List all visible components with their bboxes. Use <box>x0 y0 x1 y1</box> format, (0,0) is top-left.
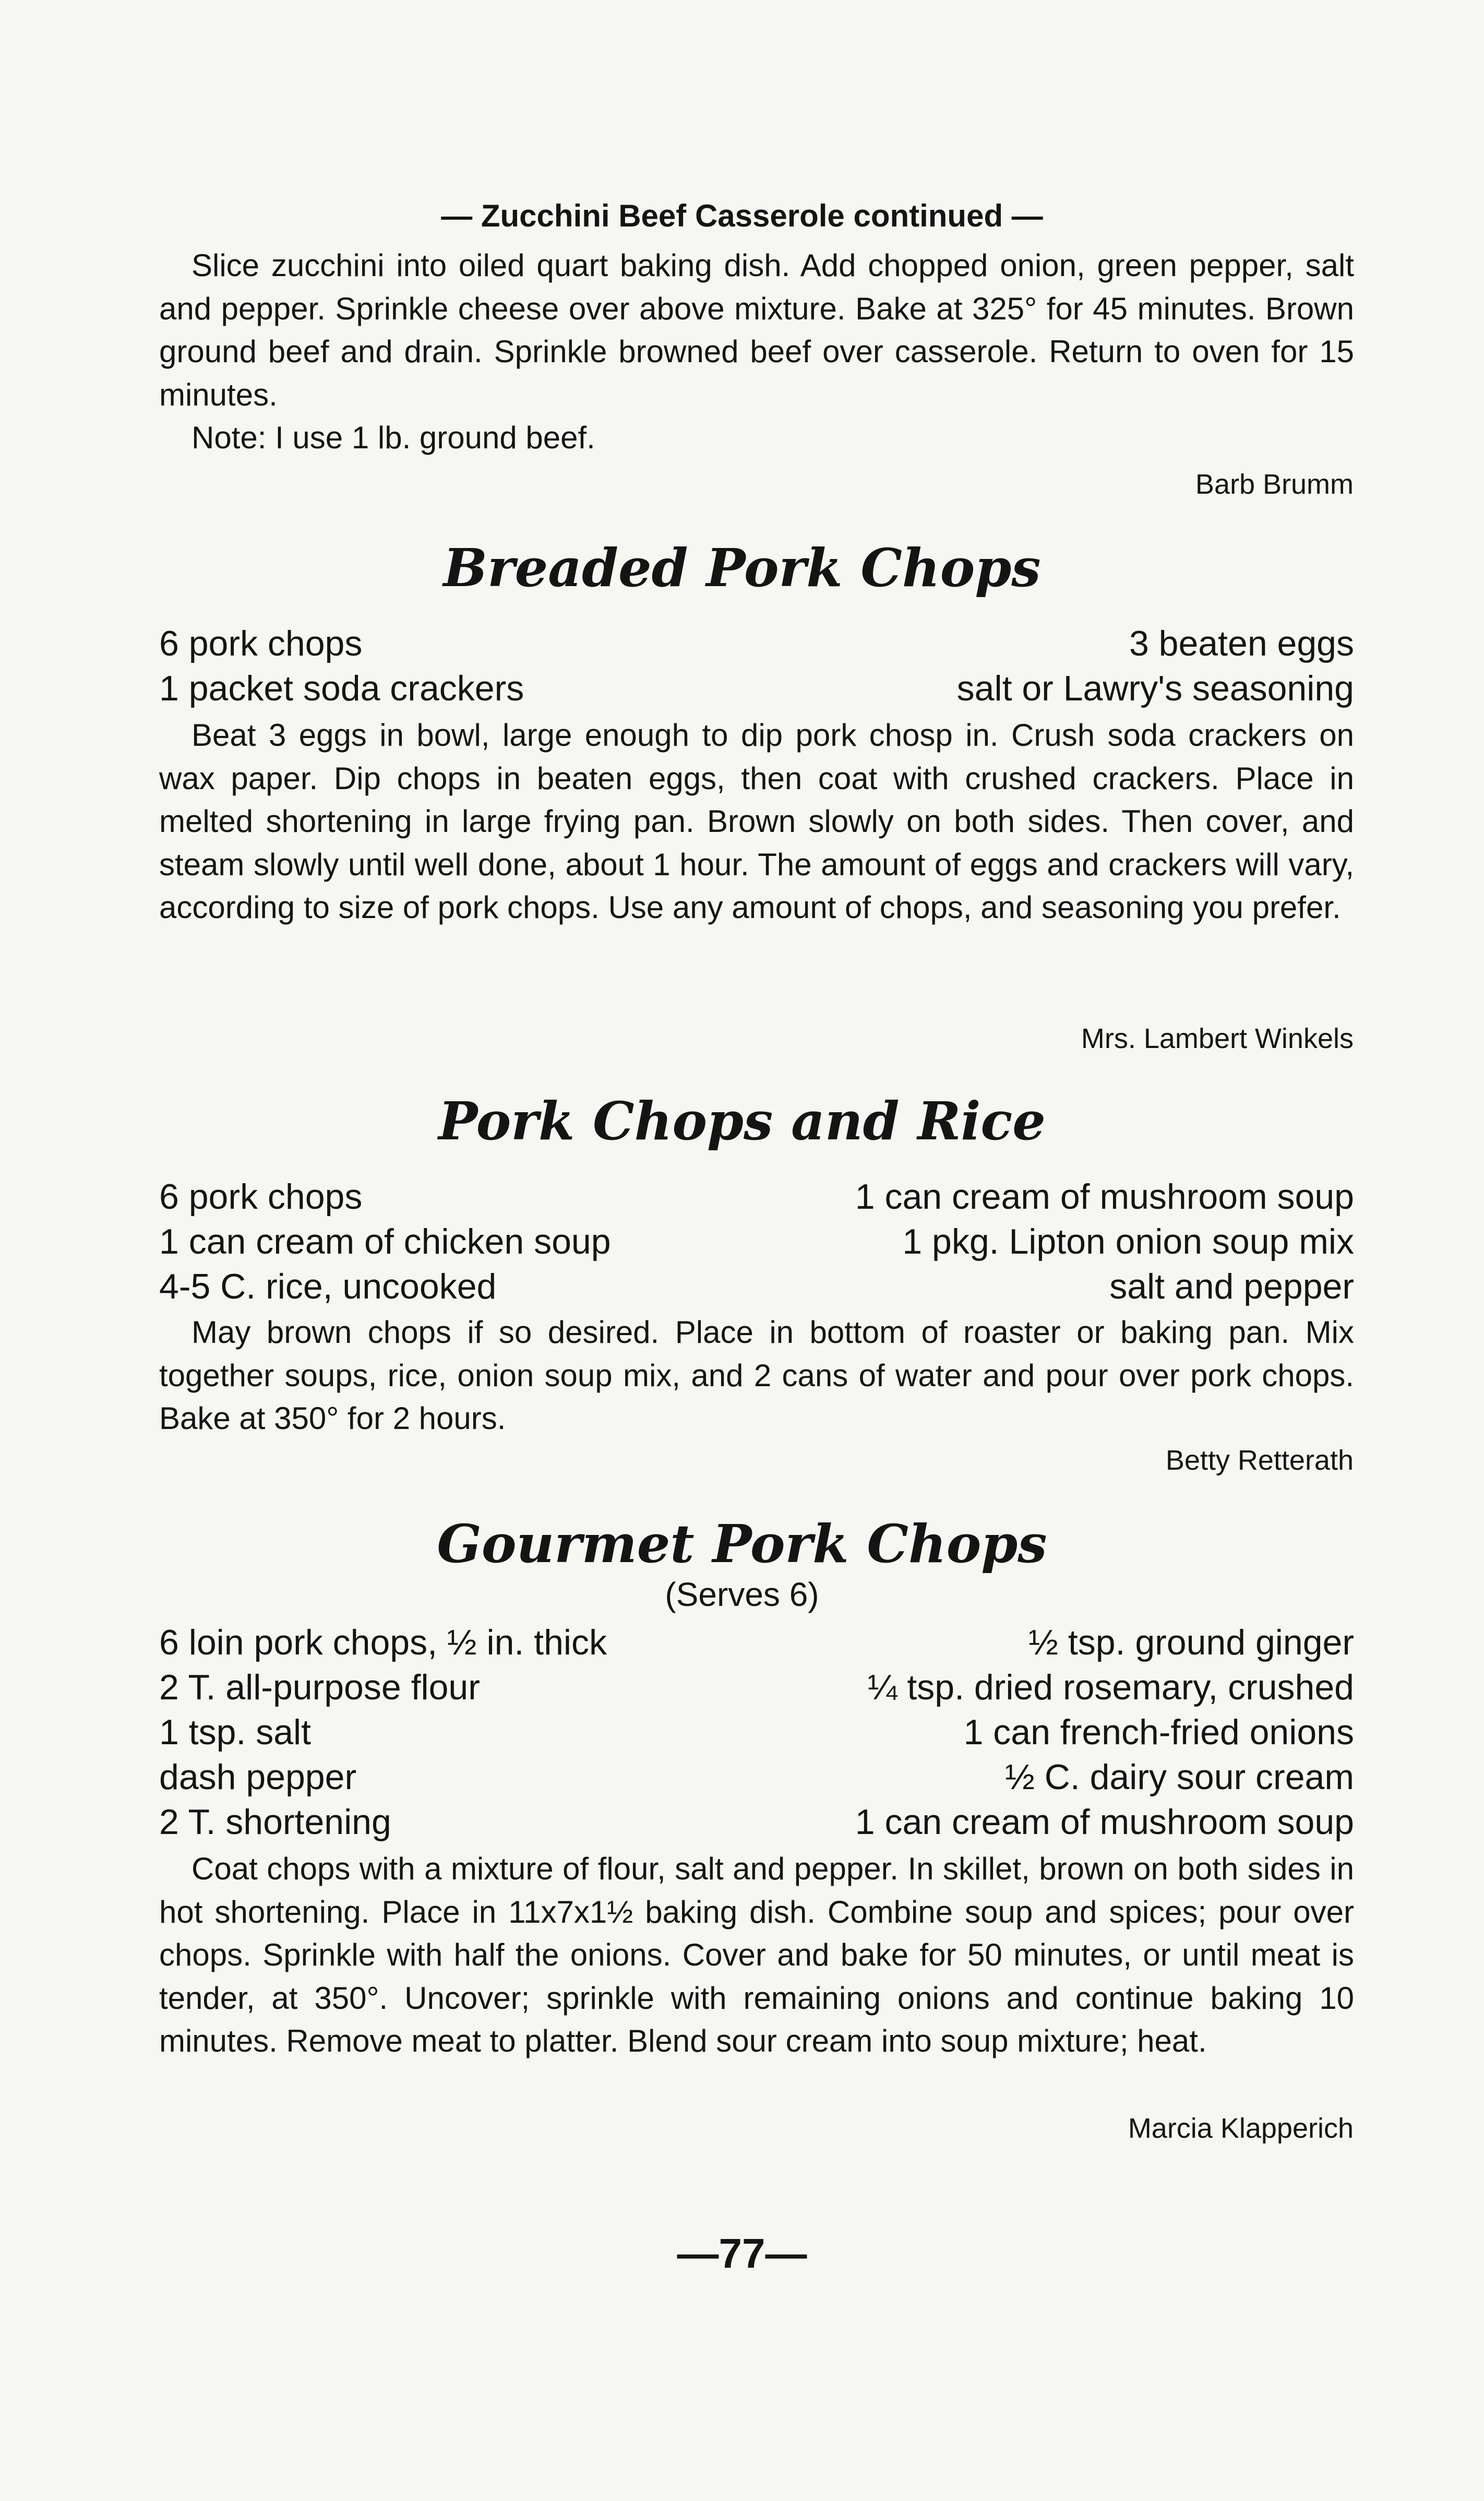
ingredient-left: 6 pork chops <box>159 1177 363 1217</box>
rice-instructions-text: May brown chops if so desired. Place in bottom of roaster or baking pan. Mix together soups, rice, onion soup mix, and 2 cans of water and pour over pork chops. Bake at 350° for 2 hours. <box>159 1315 1354 1436</box>
ingredient-left: 6 loin pork chops, ½ in. thick <box>159 1623 607 1662</box>
recipe-title-gourmet: Gourmet Pork Chops <box>437 1513 1047 1575</box>
ingredient-left: 2 T. shortening <box>159 1802 391 1842</box>
recipe-title-rice: Pork Chops and Rice <box>438 1090 1046 1152</box>
page-number: —77— <box>677 2230 807 2277</box>
ingredient-right: salt and pepper <box>1109 1267 1354 1306</box>
ingredient-row <box>159 1800 1354 1844</box>
ingredient-row <box>159 1755 1354 1800</box>
ingredient-row <box>159 1710 1354 1755</box>
ingredient-right: salt or Lawry's seasoning <box>956 669 1354 708</box>
ingredient-left: dash pepper <box>159 1757 357 1797</box>
zucchini-author: Barb Brumm <box>1195 469 1354 500</box>
zucchini-instructions <box>159 244 1354 416</box>
rice-author: Betty Retterath <box>1165 1445 1354 1476</box>
ingredient-right: 1 can cream of mushroom soup <box>855 1177 1354 1217</box>
zucchini-note <box>159 416 1354 460</box>
gourmet-instructions-text: Coat chops with a mixture of flour, salt and pepper. In skillet, brown on both sides in hot shortening. Place in 11x7x1½ baking dish. Combine soup and spices; pour over chops. Sprinkle with half the onions. Cover and bake for 50 minutes, or until meat is tender, at 350°. Uncover; sprinkle with remaining onions and continue baking 10 minutes. Remove meat to platter. Blend sour cream into soup mixture; heat. <box>159 1851 1354 2058</box>
ingredient-left: 4-5 C. rice, uncooked <box>159 1267 497 1306</box>
breaded-instructions-text: Beat 3 eggs in bowl, large enough to dip pork chosp in. Crush soda crackers on wax paper. Dip chops in beaten eggs, then coat with crushed crackers. Place in melted shortening in large frying pan. Brown slowly on both sides. Then cover, and steam slowly until well done, about 1 hour. The amount of eggs and crackers will vary, according to size of pork chops. Use any amount of chops, and seasoning you prefer. <box>159 718 1354 925</box>
ingredient-left: 1 packet soda crackers <box>159 669 524 708</box>
rice-instructions <box>159 1311 1354 1440</box>
gourmet-instructions <box>159 1848 1354 2063</box>
ingredient-row <box>159 1264 1354 1309</box>
ingredient-right: ½ C. dairy sour cream <box>1005 1757 1354 1797</box>
ingredient-left: 1 can cream of chicken soup <box>159 1222 611 1261</box>
ingredient-row <box>159 1174 1354 1219</box>
ingredient-left: 6 pork chops <box>159 624 363 663</box>
ingredient-right: 1 pkg. Lipton onion soup mix <box>902 1222 1354 1261</box>
recipe-title-breaded: Breaded Pork Chops <box>443 537 1041 599</box>
continued-header: — Zucchini Beef Casserole continued — <box>441 198 1043 233</box>
zucchini-instructions-text: Slice zucchini into oiled quart baking dish. Add chopped onion, green pepper, salt and pepper. Sprinkle cheese over above mixture. Bake at 325° for 45 minutes. Brown ground beef and drain. Sprinkle browned beef over casserole. Return to oven for 15 minutes. <box>159 248 1354 412</box>
ingredient-right: ¼ tsp. dried rosemary, crushed <box>867 1668 1354 1707</box>
gourmet-serves: (Serves 6) <box>665 1576 819 1613</box>
ingredient-left: 2 T. all-purpose flour <box>159 1668 480 1707</box>
ingredient-row <box>159 1620 1354 1665</box>
breaded-instructions <box>159 714 1354 930</box>
ingredient-right: ½ tsp. ground ginger <box>1028 1623 1354 1662</box>
ingredient-right: 1 can french-fried onions <box>963 1712 1354 1752</box>
ingredient-row <box>159 1219 1354 1264</box>
zucchini-note-text: Note: I use 1 lb. ground beef. <box>192 420 595 455</box>
ingredient-row <box>159 621 1354 666</box>
ingredient-right: 1 can cream of mushroom soup <box>855 1802 1354 1842</box>
breaded-author: Mrs. Lambert Winkels <box>1081 1023 1354 1054</box>
ingredient-left: 1 tsp. salt <box>159 1712 312 1752</box>
ingredient-right: 3 beaten eggs <box>1129 624 1354 663</box>
ingredient-row <box>159 666 1354 711</box>
gourmet-author: Marcia Klapperich <box>1128 2113 1354 2144</box>
ingredient-row <box>159 1665 1354 1710</box>
